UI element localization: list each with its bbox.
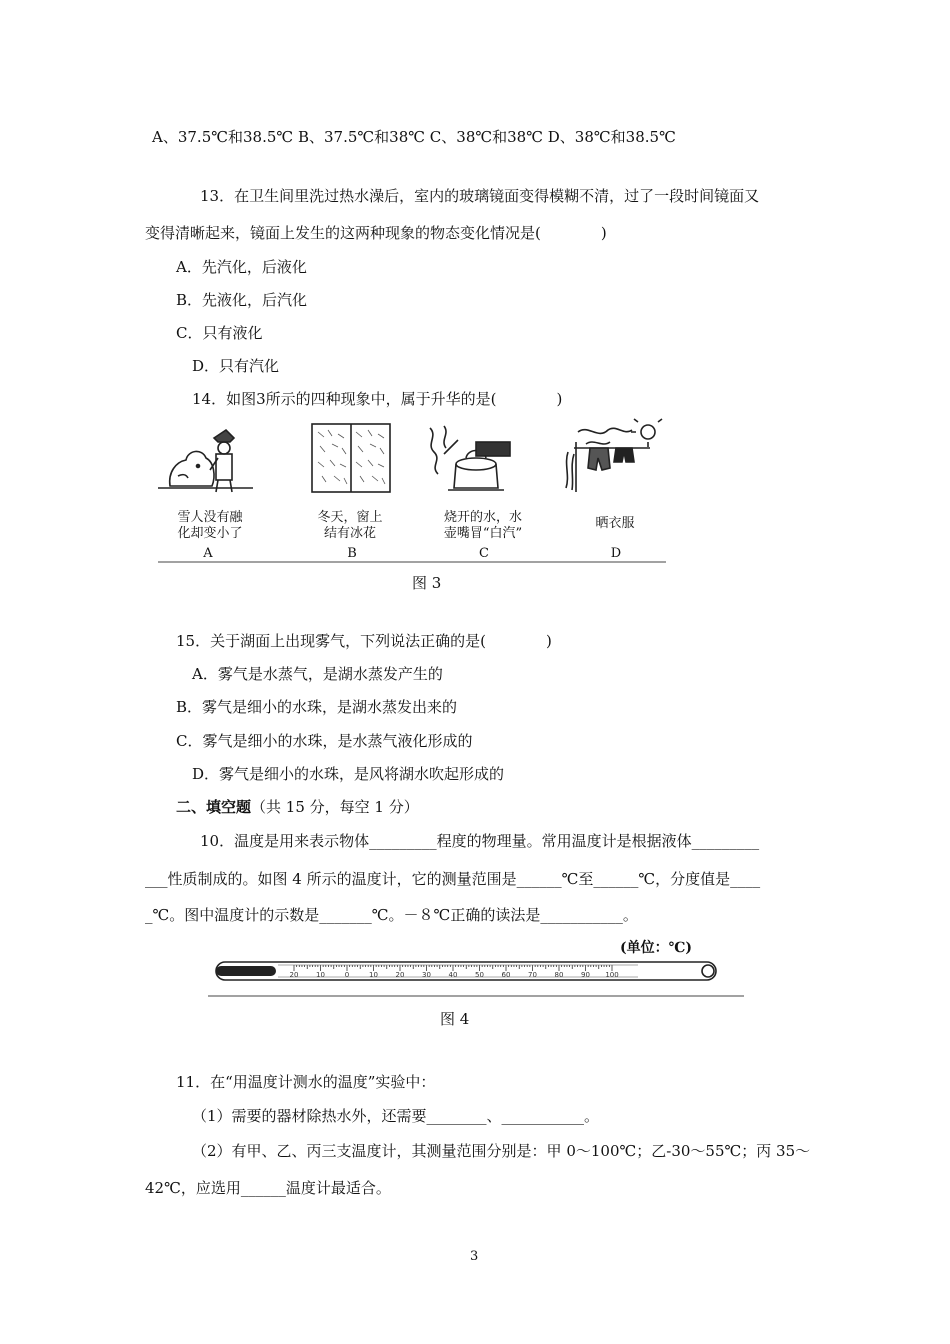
q15-option-b: B．雾气是细小的水珠，是湖水蒸发出来的 bbox=[176, 698, 458, 716]
figure-3 bbox=[158, 418, 666, 566]
snowman-illustration bbox=[158, 430, 253, 492]
page-number: 3 bbox=[470, 1249, 479, 1264]
thermometer-scale-label: 90 bbox=[581, 971, 590, 979]
q15-option-c: C．雾气是细小的水珠，是水蒸气液化形成的 bbox=[176, 732, 473, 750]
q12-options: A、37.5℃和38.5℃ B、37.5℃和38℃ C、38℃和38℃ D、38℃和38.5℃ bbox=[152, 128, 676, 146]
panel-b-caption-line1: 冬天，窗上 bbox=[317, 510, 383, 525]
panel-a-caption-line1: 雪人没有融 bbox=[177, 510, 243, 525]
drying-clothes-illustration bbox=[566, 419, 662, 492]
panel-b-caption bbox=[300, 510, 400, 542]
thermometer-scale-label: 70 bbox=[528, 971, 537, 979]
q10-line3: _℃。图中温度计的示数是_______℃。－８℃正确的读法是___________。 bbox=[145, 906, 638, 924]
figure-4 bbox=[208, 934, 744, 998]
q15-option-d: D．雾气是细小的水珠，是风将湖水吹起形成的 bbox=[192, 765, 505, 783]
q11-stem: 11．在“用温度计测水的温度”实验中： bbox=[176, 1073, 436, 1091]
section-2-title: 二、填空题 bbox=[176, 798, 252, 816]
panel-b-letter: B bbox=[347, 546, 357, 561]
panel-a-caption-line2: 化却变小了 bbox=[177, 526, 243, 541]
panel-c-letter: C bbox=[479, 546, 489, 561]
thermometer-scale-label: 50 bbox=[475, 971, 484, 979]
thermometer-scale-label: 10 bbox=[369, 971, 378, 979]
thermometer-scale-label: 60 bbox=[501, 971, 511, 979]
panel-d-caption bbox=[570, 516, 660, 532]
panel-c-caption-line2: 壶嘴冒“白汽” bbox=[443, 526, 523, 541]
q11-part2-line1: （2）有甲、乙、丙三支温度计，其测量范围分别是：甲 0～100℃；乙-30～55℃；丙 35～ bbox=[192, 1142, 811, 1160]
panel-d-letter: D bbox=[610, 546, 622, 561]
q10-line1: 10．温度是用来表示物体_________程度的物理量。常用温度计是根据液体_________ bbox=[200, 832, 760, 850]
panel-a-letter: A bbox=[203, 546, 213, 561]
panel-c-caption bbox=[428, 510, 538, 542]
q10-line2: ___性质制成的。如图 4 所示的温度计，它的测量范围是______℃至______℃，分度值是____ bbox=[145, 870, 761, 888]
figure-3-drawing bbox=[158, 418, 666, 566]
thermometer-scale-label: 10 bbox=[316, 971, 325, 979]
figure-3-caption: 图 3 bbox=[412, 574, 442, 592]
q13-option-c: C．只有液化 bbox=[176, 324, 263, 342]
section-2-note: （共 15 分，每空 1 分） bbox=[251, 798, 419, 816]
q13-option-d: D．只有汽化 bbox=[192, 357, 280, 375]
thermometer-scale-label: 100 bbox=[605, 971, 619, 979]
panel-c-caption-line1: 烧开的水，水 bbox=[443, 510, 522, 525]
thermometer-scale-label: 20 bbox=[289, 971, 299, 979]
thermometer-scale-label: 30 bbox=[422, 971, 431, 979]
q11-part2-line2: 42℃，应选用______温度计最适合。 bbox=[145, 1179, 391, 1197]
panel-d-caption-line1: 晒衣服 bbox=[595, 516, 635, 531]
kettle-illustration bbox=[430, 426, 510, 490]
thermometer-unit-label: (单位：℃) bbox=[620, 940, 693, 956]
q13-option-b: B．先液化，后汽化 bbox=[176, 291, 308, 309]
q13-stem-line2: 变得清晰起来，镜面上发生的这两种现象的物态变化情况是( ) bbox=[145, 224, 607, 242]
q15-stem: 15．关于湖面上出现雾气，下列说法正确的是( ) bbox=[176, 632, 552, 650]
q14-stem: 14．如图3所示的四种现象中，属于升华的是( ) bbox=[192, 390, 563, 408]
thermometer-scale-label: 20 bbox=[395, 971, 405, 979]
section-2-heading bbox=[176, 797, 419, 817]
thermometer-scale-label: 80 bbox=[554, 971, 564, 979]
figure-4-caption: 图 4 bbox=[440, 1010, 470, 1028]
panel-b-caption-line2: 结有冰花 bbox=[323, 526, 376, 541]
q13-stem-line1: 13．在卫生间里洗过热水澡后，室内的玻璃镜面变得模糊不清，过了一段时间镜面又 bbox=[200, 187, 760, 205]
thermometer-scale-label: 40 bbox=[448, 971, 458, 979]
q15-option-a: A．雾气是水蒸气，是湖水蒸发产生的 bbox=[192, 665, 443, 683]
thermometer-scale-label: 0 bbox=[344, 971, 350, 979]
q11-part1: （1）需要的器材除热水外，还需要________、___________。 bbox=[192, 1107, 600, 1125]
panel-a-caption bbox=[162, 510, 258, 542]
frosted-window-illustration bbox=[312, 424, 390, 492]
q13-option-a: A．先汽化，后液化 bbox=[176, 258, 307, 276]
